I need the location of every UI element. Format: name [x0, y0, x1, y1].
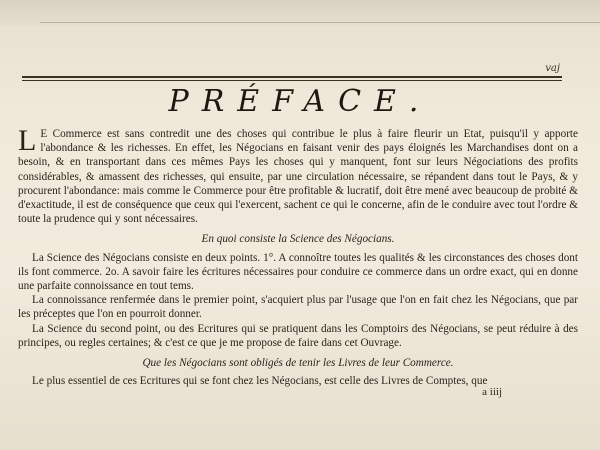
header-double-rule	[22, 76, 562, 82]
paragraph-intro	[18, 124, 578, 226]
header-rule-bottom	[22, 80, 562, 81]
paragraph-science: La Science des Négocians consiste en deux points. 1°. A connoître toutes les qualités & les circonstances des choses dont ils font commerce. 2o. A savoir faire les écritures nécessaires pour conduire ce commerce dans un ordre exact, qui en donne une parfaite connoissance en tout tems.	[18, 251, 578, 293]
header-rule-top	[22, 76, 562, 78]
paragraph-intro-text: E Commerce est sans contredit une des choses qui contribue le plus à faire fleurir un Etat, puisqu'il y apporte l'abondance & les richesses. En effet, les Négocians en faisant venir des pays éloignés les Marchandises dont on a besoin, & en transportant dans ces mêmes Pays les choses qui y manquent, font sur leurs Négociations des profits considérables, & amassent des richesses, qui ensuite, par une circulation nécessaire, se répandent dans tout le Pays, & y procurent l'abondance: mais comme le Commerce pour être profitable & lucratif, doit être mené avec beaucoup de probité & d'exactitude, il est de conséquence que ceux qui l'exercent, sachent ce qui le concerne, afin de le conduire avec tout l'ordre & toute la prudence qui y sont nécessaires.	[18, 128, 578, 226]
body-text	[18, 124, 578, 388]
paragraph-second-point: La Science du second point, ou des Ecritures qui se pratiquent dans les Comptoirs des Négocians, se peut réduire à des principes, ou regles certaines; & c'est ce que je me propose de faire dans cet Ouvrage.	[18, 322, 578, 349]
drop-cap: L	[18, 124, 37, 157]
page-number: vaj	[545, 63, 560, 74]
paragraph-first-point: La connoissance renfermée dans le premier point, s'acquiert plus par l'usage que l'on en fait chez les Négocians, que par les préceptes que l'on en pourroit donner.	[18, 294, 578, 321]
signature-mark: a iiij	[482, 386, 502, 398]
section-heading-science: En quoi consiste la Science des Négocians.	[201, 233, 395, 246]
page-edge-line	[40, 22, 600, 23]
page-title: PRÉFACE.	[168, 84, 432, 119]
paragraph-books: Le plus essentiel de ces Ecritures qui se font chez les Négocians, est celle des Livres de Comptes, que	[32, 375, 488, 388]
section-heading-books: Que les Négocians sont obligés de tenir les Livres de leur Commerce.	[142, 357, 454, 370]
